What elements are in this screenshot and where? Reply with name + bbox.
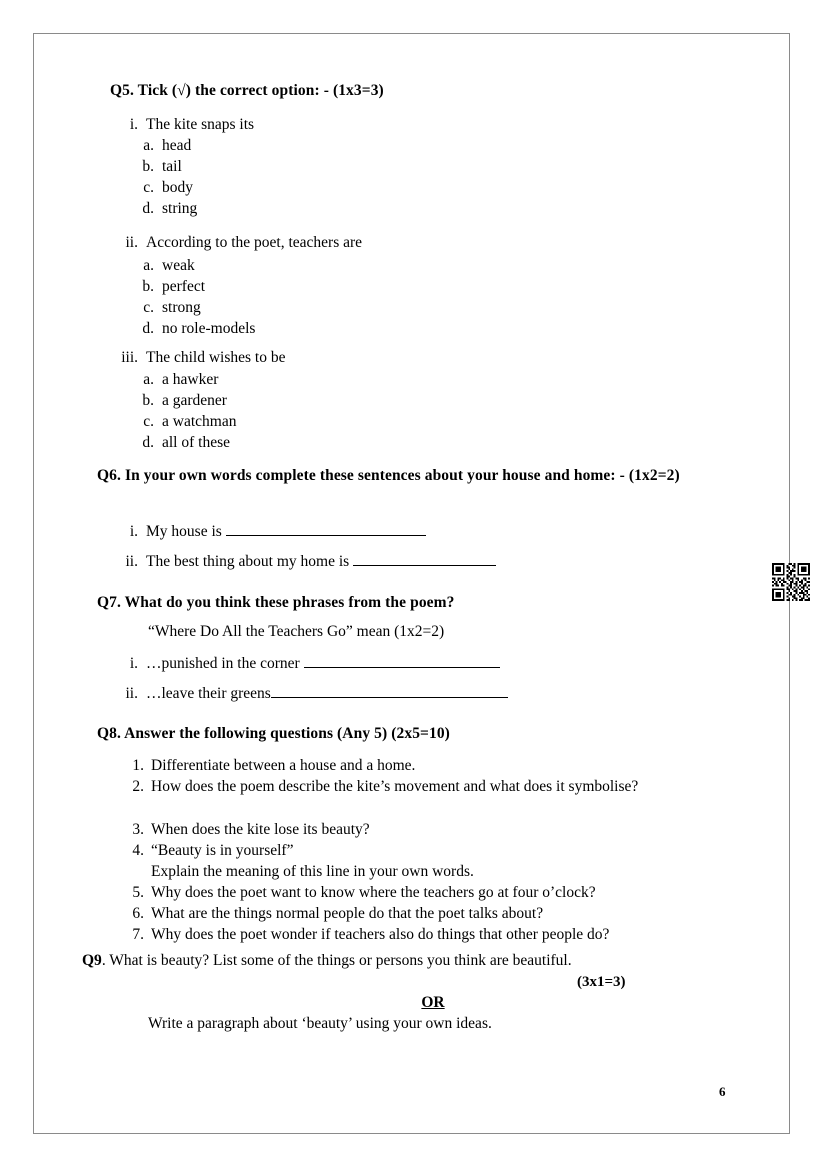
option-marker: c.	[143, 179, 154, 196]
q5-item-ii-option-d[interactable]	[141, 318, 621, 340]
q5-heading: Q5. Tick (√) the correct option: - (1x3=3)	[110, 82, 384, 99]
q5-item-ii-option-a[interactable]	[141, 255, 621, 277]
q7-heading: Q7. What do you think these phrases from the poem?	[97, 594, 455, 611]
list-marker: 2.	[132, 778, 144, 795]
list-text	[146, 683, 616, 705]
option-marker: a.	[143, 257, 154, 274]
list-text: The child wishes to be	[146, 349, 286, 366]
list-marker: i.	[129, 523, 138, 540]
list-text-label: …punished in the corner	[146, 655, 300, 672]
list-marker: 4.	[132, 842, 144, 859]
list-text: Why does the poet wonder if teachers also do things that other people do?	[151, 926, 610, 943]
q7-item-ii	[116, 683, 616, 705]
answer-blank[interactable]	[271, 684, 508, 698]
q9-heading-text: . What is beauty? List some of the things or persons you think are beautiful.	[101, 952, 572, 969]
list-marker: ii.	[125, 553, 138, 570]
q5-item-i-option-d[interactable]	[141, 198, 621, 220]
list-marker: 7.	[132, 926, 144, 943]
list-marker: 5.	[132, 884, 144, 901]
list-text-label: The best thing about my home is	[146, 553, 350, 570]
q5-item-ii	[118, 232, 638, 254]
list-marker: ii.	[125, 685, 138, 702]
option-text: head	[162, 137, 192, 154]
list-marker: iii.	[121, 349, 138, 366]
option-text: no role-models	[162, 320, 256, 337]
list-text-label: My house is	[146, 523, 222, 540]
q8-item-6	[128, 903, 768, 925]
q5-item-iii	[114, 347, 634, 369]
list-text: When does the kite lose its beauty?	[151, 821, 370, 838]
q8-item-1	[128, 755, 768, 777]
q5-item-i-option-b[interactable]	[141, 156, 621, 178]
list-text: Differentiate between a house and a home.	[151, 757, 416, 774]
list-text	[146, 521, 618, 543]
option-marker: b.	[142, 392, 154, 409]
option-marker: a.	[143, 137, 154, 154]
q5-item-i-option-c[interactable]	[141, 177, 621, 199]
list-text	[146, 551, 636, 573]
list-text: “Beauty is in yourself”	[151, 842, 294, 859]
option-text: all of these	[162, 434, 231, 451]
list-marker: ii.	[125, 234, 138, 251]
list-text: How does the poem describe the kite’s movement and what does it symbolise?	[151, 778, 639, 795]
option-marker: c.	[143, 299, 154, 316]
q8-item-7	[128, 924, 768, 946]
option-text: a hawker	[162, 371, 219, 388]
q5-item-ii-option-b[interactable]	[141, 276, 621, 298]
answer-blank[interactable]	[226, 522, 426, 536]
list-text: What are the things normal people do that the poet talks about?	[151, 905, 544, 922]
q5-item-iii-option-d[interactable]	[141, 432, 621, 454]
or-label: OR	[421, 994, 445, 1011]
option-text: weak	[162, 257, 195, 274]
option-marker: c.	[143, 413, 154, 430]
option-marker: d.	[142, 434, 154, 451]
option-text: perfect	[162, 278, 206, 295]
list-text: According to the poet, teachers are	[146, 234, 363, 251]
q6-heading: Q6. In your own words complete these sentences about your house and home: - (1x2=2)	[97, 467, 680, 484]
list-marker: i.	[129, 655, 138, 672]
q7-subheading: “Where Do All the Teachers Go” mean (1x2=2)	[148, 623, 445, 640]
page-number: 6	[719, 1084, 726, 1099]
option-text: string	[162, 200, 198, 217]
list-marker: i.	[129, 116, 138, 133]
list-text: The kite snaps its	[146, 116, 255, 133]
q8-heading: Q8. Answer the following questions (Any 5) (2x5=10)	[97, 725, 450, 742]
option-text: body	[162, 179, 193, 196]
q6-item-i	[118, 521, 618, 543]
q5-item-iii-option-c[interactable]	[141, 411, 621, 433]
q5-item-iii-option-a[interactable]	[141, 369, 621, 391]
q8-item-2	[128, 776, 768, 798]
q5-item-iii-option-b[interactable]	[141, 390, 621, 412]
q9-heading	[82, 950, 772, 972]
q6-item-ii	[116, 551, 636, 573]
answer-blank[interactable]	[304, 654, 500, 668]
list-marker: 1.	[132, 757, 144, 774]
option-text: a gardener	[162, 392, 227, 409]
option-text: tail	[162, 158, 182, 175]
q5-item-i	[118, 114, 638, 136]
option-marker: b.	[142, 278, 154, 295]
option-marker: b.	[142, 158, 154, 175]
list-text: Why does the poet want to know where the teachers go at four o’clock?	[151, 884, 596, 901]
q8-item-5	[128, 882, 768, 904]
option-marker: d.	[142, 200, 154, 217]
option-marker: d.	[142, 320, 154, 337]
list-marker: 6.	[132, 905, 144, 922]
list-marker: 3.	[132, 821, 144, 838]
q9-marks: (3x1=3)	[577, 974, 626, 990]
q8-item-4	[128, 840, 768, 862]
option-text: a watchman	[162, 413, 237, 430]
q5-item-ii-option-c[interactable]	[141, 297, 621, 319]
q5-item-i-option-a[interactable]	[141, 135, 621, 157]
list-text	[146, 653, 618, 675]
q8-item-4-continuation: Explain the meaning of this line in your own words.	[151, 863, 474, 880]
answer-blank[interactable]	[353, 552, 496, 566]
q9-alternative: Write a paragraph about ‘beauty’ using your own ideas.	[148, 1015, 492, 1032]
option-marker: a.	[143, 371, 154, 388]
option-text: strong	[162, 299, 201, 316]
or-divider	[97, 992, 769, 1014]
q7-item-i	[118, 653, 618, 675]
list-text-label: …leave their greens	[146, 685, 271, 702]
q8-item-3	[128, 819, 768, 841]
q9-label: Q9	[82, 952, 102, 969]
